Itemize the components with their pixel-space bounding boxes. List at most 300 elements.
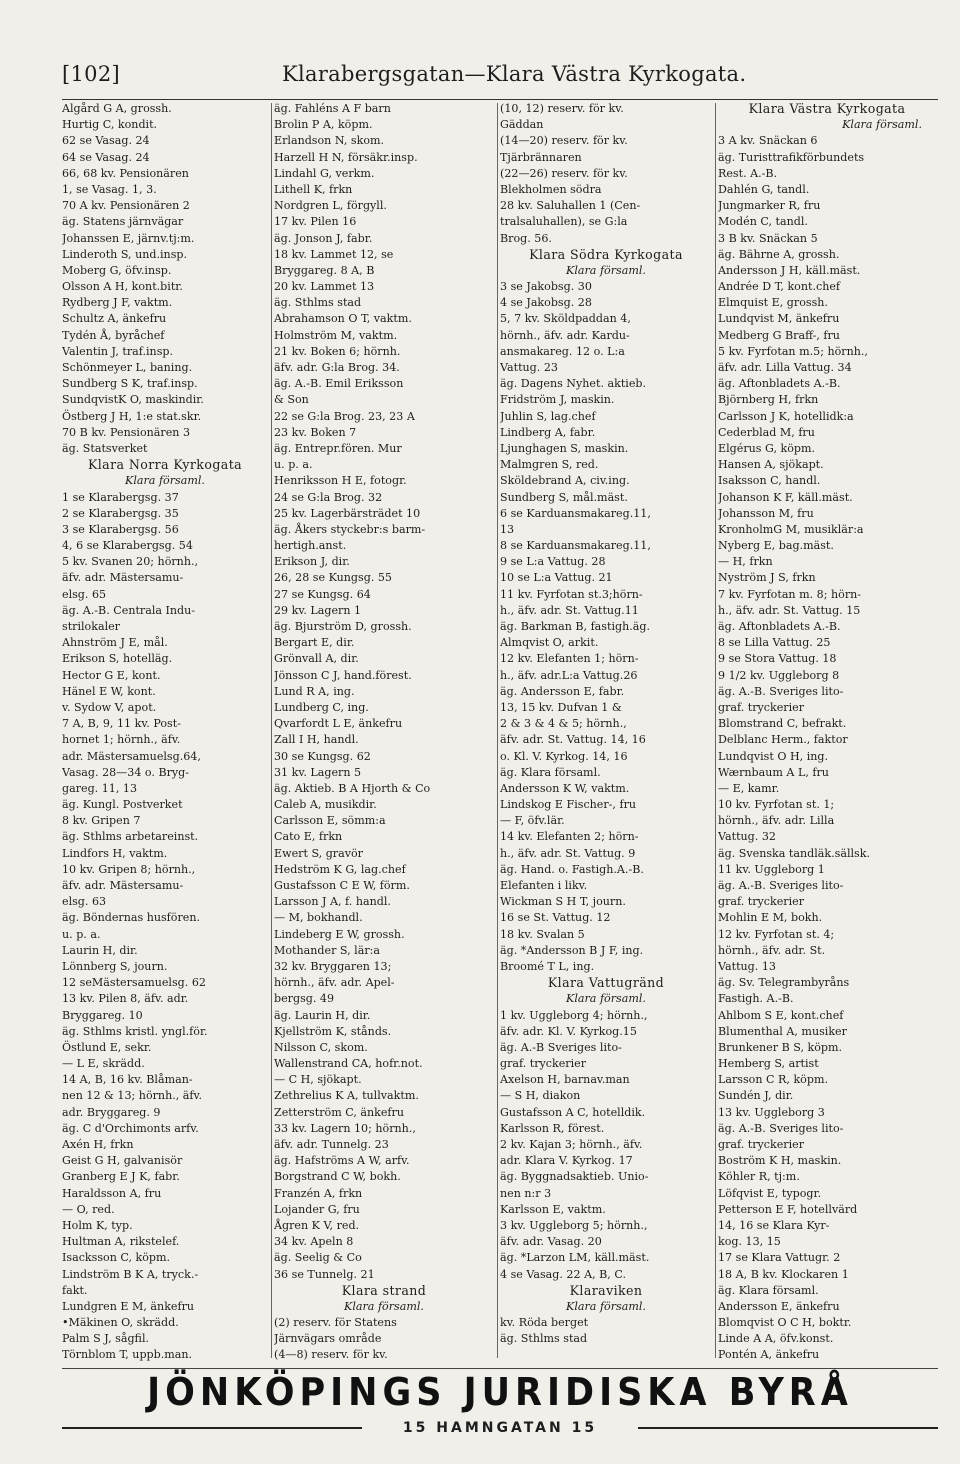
directory-entry: Larsson J A, f. handl. xyxy=(274,895,391,909)
directory-entry: äfv. adr. G:la Brog. 34. xyxy=(274,361,400,374)
directory-entry: v. Sydow V, apot. xyxy=(62,700,157,714)
directory-entry: — H, frkn xyxy=(718,555,773,569)
directory-entry: 1 se Klarabergsg. 37 xyxy=(62,490,179,504)
directory-entry: Lönnberg S, journ. xyxy=(62,959,168,973)
directory-entry: Abrahamson O T, vaktm. xyxy=(274,312,412,326)
directory-entry: Vattug. 32 xyxy=(718,830,776,844)
header-rule xyxy=(62,99,938,100)
directory-entry: Lindskog E Fischer-, fru xyxy=(500,798,637,812)
directory-entry: Wallenstrand CA, hofr.not. xyxy=(274,1057,423,1071)
directory-entry: Hansen A, sjökapt. xyxy=(718,458,824,472)
directory-entry: äfv. adr. Mästersamu- xyxy=(62,879,184,892)
directory-entry: Björnberg H, frkn xyxy=(718,393,819,407)
directory-entry: äg. Åkers styckebr:s barm- xyxy=(274,522,426,536)
directory-entry: h., äfv. adr. St. Vattug.11 xyxy=(500,603,639,617)
directory-entry: Sköldebrand A, civ.ing. xyxy=(500,474,630,488)
directory-entry: adr. Bryggareg. 9 xyxy=(62,1105,161,1119)
directory-entry: Jungmarker R, fru xyxy=(718,199,821,213)
directory-entry: 33 kv. Lagern 10; hörnh., xyxy=(274,1121,416,1135)
directory-entry: graf. tryckerier xyxy=(718,895,805,909)
directory-entry: 13 kv. Uggleborg 3 xyxy=(718,1105,825,1119)
directory-entry: äg. Sv. Telegrambyråns xyxy=(718,976,850,990)
column-3 xyxy=(500,101,712,1366)
directory-entry: Dahlén G, tandl. xyxy=(718,182,810,196)
directory-entry: KronholmG M, musiklär:a xyxy=(718,522,864,536)
directory-entry: Bryggareg. 10 xyxy=(62,1008,143,1022)
directory-entry: 70 A kv. Pensionären 2 xyxy=(62,199,190,213)
directory-entry: Holm K, typ. xyxy=(62,1218,133,1232)
directory-entry: Rest. A.-B. xyxy=(718,166,778,180)
directory-entry: Gäddan xyxy=(500,118,544,132)
directory-entry: Karlsson E, vaktm. xyxy=(500,1202,606,1216)
directory-entry: Vattug. 13 xyxy=(718,959,776,973)
directory-entry: Jönsson C J, hand.förest. xyxy=(274,668,412,682)
directory-entry: tralsaluhallen), se G:la xyxy=(500,215,628,229)
directory-entry: adr. Klara V. Kyrkog. 17 xyxy=(500,1154,633,1168)
directory-entry: Köhler R, tj:m. xyxy=(718,1170,800,1184)
directory-entry: graf. tryckerier xyxy=(718,700,805,714)
directory-entry: Mohlin E M, bokh. xyxy=(718,911,823,925)
directory-entry: Medberg G Braff-, fru xyxy=(718,328,840,342)
directory-entry: äg. A.-B. Sveriges lito- xyxy=(718,879,844,892)
directory-entry: Caleb A, musikdir. xyxy=(274,798,377,812)
advertisement-address: 15 HAMNGATAN 15 xyxy=(402,1420,598,1436)
directory-entry: hörnh., äfv. adr. Kardu- xyxy=(500,328,630,342)
directory-entry: Nyberg E, bag.mäst. xyxy=(718,539,834,553)
directory-entry: Erikson J, dir. xyxy=(274,555,350,569)
directory-entry: 27 se Kungsg. 64 xyxy=(274,587,371,601)
directory-entry: 28 kv. Saluhallen 1 (Cen- xyxy=(500,199,641,213)
directory-entry: Blumenthal A, musiker xyxy=(718,1024,847,1038)
directory-entry: Fridström J, maskin. xyxy=(500,393,615,407)
directory-entry: äg. Sthlms arbetareinst. xyxy=(62,830,199,844)
directory-entry: elsg. 63 xyxy=(62,895,107,909)
directory-entry: Petterson E F, hotellvärd xyxy=(718,1202,858,1216)
directory-entry: Gustafsson C E W, förm. xyxy=(274,879,410,892)
parish-label: Klara församl. xyxy=(842,118,922,132)
directory-entry: äg. Barkman B, fastigh.äg. xyxy=(500,620,651,633)
directory-entry: äg. Bjurström D, grossh. xyxy=(274,620,412,633)
directory-entry: 14 kv. Elefanten 2; hörn- xyxy=(500,830,639,844)
directory-entry: 3 B kv. Snäckan 5 xyxy=(718,231,818,245)
directory-entry: Palm S J, sågfil. xyxy=(62,1332,150,1346)
directory-entry: Laurin H, dir. xyxy=(62,943,138,957)
directory-entry: äfv. adr. Kl. V. Kyrkog.15 xyxy=(500,1024,637,1038)
directory-entry: Valentin J, traf.insp. xyxy=(62,344,174,358)
directory-entry: Johanson K F, käll.mäst. xyxy=(718,490,853,504)
directory-entry: äg. Sthlms stad xyxy=(500,1332,588,1346)
directory-entry: äg. Bährne A, grossh. xyxy=(718,247,840,261)
directory-entry: äfv. adr. Vasag. 20 xyxy=(500,1235,602,1249)
directory-entry: 9 1/2 kv. Uggleborg 8 xyxy=(718,668,840,682)
directory-entry: hertigh.anst. xyxy=(274,539,347,553)
directory-entry: Bryggareg. 8 A, B xyxy=(274,263,375,277)
directory-entry: Broomé T L, ing. xyxy=(500,959,595,973)
directory-entry: h., äfv. adr. St. Vattug. 15 xyxy=(718,603,861,617)
advertisement-address-bar xyxy=(62,1419,938,1437)
directory-entry: 12 kv. Fyrfotan st. 4; xyxy=(718,927,835,941)
directory-entry: Elgérus G, köpm. xyxy=(718,441,816,455)
directory-entry: 3 se Jakobsg. 30 xyxy=(500,280,592,294)
directory-entry: 13 kv. Pilen 8, äfv. adr. xyxy=(62,992,189,1006)
directory-entry: 30 se Kungsg. 62 xyxy=(274,749,371,763)
directory-entry xyxy=(274,1364,494,1366)
directory-entry: äg. Dagens Nyhet. aktieb. xyxy=(500,377,647,391)
directory-entry: kv. Röda berget xyxy=(500,1316,589,1330)
directory-entry: Bergart E, dir. xyxy=(274,636,355,650)
directory-entry: äg. *Andersson B J F, ing. xyxy=(500,943,644,957)
directory-entry: 9 se L:a Vattug. 28 xyxy=(500,555,606,569)
directory-entry: Almqvist O, arkit. xyxy=(500,636,599,650)
directory-entry: äg. Sthlms stad xyxy=(274,296,362,310)
directory-entry: Andersson E, änkefru xyxy=(718,1299,840,1313)
directory-entry: Linderoth S, und.insp. xyxy=(62,247,188,261)
directory-entry: — S H, diakon xyxy=(500,1089,581,1103)
directory-entry: äg. A.-B Sveriges lito- xyxy=(500,1040,622,1054)
directory-entry: Franzén A, frkn xyxy=(274,1186,363,1200)
directory-entry: Brunkener B S, köpm. xyxy=(718,1040,843,1054)
directory-entry: äfv. adr. Tunnelg. 23 xyxy=(274,1138,389,1151)
directory-entry: — C H, sjökapt. xyxy=(274,1073,362,1087)
directory-entry: adr. Mästersamuelsg.64, xyxy=(62,749,201,763)
parish-label: Klara församl. xyxy=(566,992,646,1006)
directory-entry: äg. Jonson J, fabr. xyxy=(274,231,373,245)
directory-entry: (2) reserv. för Statens xyxy=(274,1316,397,1330)
directory-entry: Zetterström C, änkefru xyxy=(274,1105,404,1119)
directory-entry: Blomqvist O C H, boktr. xyxy=(718,1316,852,1330)
directory-entry: Sundberg S, mål.mäst. xyxy=(500,490,628,504)
directory-entry: Hemberg S, artist xyxy=(718,1057,819,1071)
directory-entry: 3 se Klarabergsg. 56 xyxy=(62,522,179,536)
directory-entry: Delblanc Herm., faktor xyxy=(718,733,848,747)
directory-entry: Geist G H, galvanisör xyxy=(62,1154,183,1168)
directory-entry: — M, bokhandl. xyxy=(274,911,363,925)
directory-entry: hörnh., äfv. adr. Lilla xyxy=(718,814,835,828)
directory-entry: 25 kv. Lagerbärsträdet 10 xyxy=(274,506,421,520)
directory-entry: strilokaler xyxy=(62,620,120,633)
directory-entry: äg. Turisttrafikförbundets xyxy=(718,150,865,164)
directory-entry: bergsg. 49 xyxy=(274,992,335,1006)
directory-entry: 12 kv. Elefanten 1; hörn- xyxy=(500,652,639,666)
directory-entry: Haraldsson A, fru xyxy=(62,1186,162,1200)
directory-entry: 66, 68 kv. Pensionären xyxy=(62,166,189,180)
directory-entry: Cato E, frkn xyxy=(274,830,343,844)
column-2 xyxy=(274,101,494,1366)
directory-entry: Hultman A, rikstelef. xyxy=(62,1235,180,1249)
directory-entry: äg. Aftonbladets A.-B. xyxy=(718,377,841,391)
advertisement-title: JÖNKÖPINGS JURIDISKA BYRÅ xyxy=(147,1371,853,1415)
directory-entry: Nyström J S, frkn xyxy=(718,571,816,585)
directory-entry: kog. 13, 15 xyxy=(718,1235,781,1249)
directory-entry: 6 se Karduansmakareg.11, xyxy=(500,506,651,520)
page-title: Klarabergsgatan—Klara Västra Kyrkogata. xyxy=(282,62,747,86)
directory-entry: 3 kv. Uggleborg 5; hörnh., xyxy=(500,1218,648,1232)
directory-entry: 36 se Tunnelg. 21 xyxy=(274,1267,375,1281)
directory-entry: 4, 6 se Klarabergsg. 54 xyxy=(62,539,193,553)
directory-entry: äg. A.-B. Sveriges lito- xyxy=(718,684,844,698)
directory-entry: äg. Andersson E, fabr. xyxy=(500,684,625,698)
directory-entry: 10 se L:a Vattug. 21 xyxy=(500,571,613,585)
directory-entry: Östlund E, sekr. xyxy=(62,1040,152,1054)
directory-entry: Wærnbaum A L, fru xyxy=(718,765,829,779)
address-line-right xyxy=(638,1427,938,1429)
directory-entry: 1 kv. Uggleborg 4; hörnh., xyxy=(500,1008,648,1022)
directory-entry: 5 kv. Fyrfotan m.5; hörnh., xyxy=(718,344,868,358)
column-divider xyxy=(715,103,716,1358)
column-divider xyxy=(497,103,498,1358)
directory-entry: nen 12 & 13; hörnh., äfv. xyxy=(62,1089,202,1103)
directory-entry: 18 A, B kv. Klockaren 1 xyxy=(718,1267,849,1281)
directory-entry: 14 A, B, 16 kv. Blåman- xyxy=(62,1073,193,1087)
directory-entry: (22—26) reserv. för kv. xyxy=(500,166,628,180)
directory-entry: — F, öfv.lär. xyxy=(500,814,565,828)
directory-entry: Isaksson C, handl. xyxy=(718,474,821,488)
directory-entry: fakt. xyxy=(62,1283,88,1297)
directory-entry: 18 kv. Lammet 12, se xyxy=(274,247,394,261)
directory-entry: äg. Seelig & Co xyxy=(274,1251,362,1265)
directory-entry: Mothander S, lär:a xyxy=(274,943,380,957)
street-heading: Klaraviken xyxy=(569,1282,643,1298)
directory-entry: Vattug. 23 xyxy=(500,361,558,374)
directory-entry: Lindström B K A, tryck.- xyxy=(62,1267,199,1281)
street-heading: Klara Norra Kyrkogata xyxy=(87,457,243,473)
directory-entry: Carlsson J K, hotellidk:a xyxy=(718,409,854,423)
directory-entry: gareg. 11, 13 xyxy=(62,781,138,795)
directory-entry: graf. tryckerier xyxy=(718,1138,805,1151)
directory-entry: 70 B kv. Pensionären 3 xyxy=(62,425,190,439)
directory-entry: Ahnström J E, mål. xyxy=(62,636,168,650)
directory-entry: 5, 7 kv. Sköldpaddan 4, xyxy=(500,312,631,326)
directory-entry: äg. Statsverket xyxy=(62,441,148,455)
directory-entry: Ljunghagen S, maskin. xyxy=(500,441,629,455)
directory-entry: äg. Böndernas husfören. xyxy=(62,911,201,925)
directory-entry: o. Kl. V. Kyrkog. 14, 16 xyxy=(500,749,628,763)
directory-entry: Isacksson C, köpm. xyxy=(62,1251,171,1265)
directory-entry: Karlsson R, förest. xyxy=(500,1121,605,1135)
directory-entry: äg. Hand. o. Fastigh.A.-B. xyxy=(500,862,644,876)
directory-entry: Andersson K W, vaktm. xyxy=(500,781,630,795)
directory-entry: Blomstrand C, befrakt. xyxy=(718,717,847,731)
directory-entry: 4 se Vasag. 22 A, B, C. xyxy=(500,1267,626,1281)
directory-entry: 13 xyxy=(500,522,515,536)
directory-entry: 18 kv. Svalan 5 xyxy=(500,927,585,941)
directory-entry: Vasag. 28—34 o. Bryg- xyxy=(62,765,190,779)
directory-entry: Lindahl G, verkm. xyxy=(274,166,375,180)
directory-entry: 21 kv. Boken 6; hörnh. xyxy=(274,344,401,358)
directory-entry: 10 kv. Fyrfotan st. 1; xyxy=(718,798,835,812)
directory-entry: Tydén Å, byråchef xyxy=(62,328,165,342)
directory-entry: Hedström K G, lag.chef xyxy=(274,862,406,876)
parish-label: Klara församl. xyxy=(566,1299,646,1313)
directory-entry: äg. Kungl. Postverket xyxy=(62,798,183,812)
directory-entry: Lundgren E M, änkefru xyxy=(62,1299,195,1313)
directory-entry: 23 kv. Boken 7 xyxy=(274,425,357,439)
page-number: [102] xyxy=(62,62,120,86)
directory-entry: äg. Aftonbladets A.-B. xyxy=(718,620,841,633)
street-heading: Klara Västra Kyrkogata xyxy=(748,101,906,116)
directory-entry: h., äfv. adr. St. Vattug. 9 xyxy=(500,846,636,860)
page-header xyxy=(62,62,938,96)
directory-entry: Lundqvist O H, ing. xyxy=(718,749,829,763)
directory-entry: Erlandson N, skom. xyxy=(274,134,385,148)
street-heading: Klara Vattugränd xyxy=(547,975,665,991)
directory-entry: 17 kv. Pilen 16 xyxy=(274,215,357,229)
directory-entry: Schultz A, änkefru xyxy=(62,312,167,326)
directory-entry: 1, se Vasag. 1, 3. xyxy=(62,182,157,196)
directory-entry: hörnh., äfv. adr. St. xyxy=(718,943,826,957)
directory-entry: — E, kamr. xyxy=(718,781,780,795)
directory-entry: 2 & 3 & 4 & 5; hörnh., xyxy=(500,717,627,731)
directory-entry: Elmquist E, grossh. xyxy=(718,296,828,310)
directory-entry: Lundberg C, ing. xyxy=(274,700,369,714)
directory-entry: graf. tryckerier xyxy=(500,1057,587,1071)
directory-entry: 9 se Stora Vattug. 18 xyxy=(718,652,837,666)
directory-entry: 5 kv. Svanen 20; hörnh., xyxy=(62,555,199,569)
directory-entry: Östberg J H, 1:e stat.skr. xyxy=(62,409,202,423)
directory-entry: Modén C, tandl. xyxy=(718,215,808,229)
directory-entry: Ahlbom S E, kont.chef xyxy=(718,1008,844,1022)
directory-entry: 31 kv. Lagern 5 xyxy=(274,765,362,779)
directory-entry: (10, 12) reserv. för kv. xyxy=(500,102,624,115)
directory-entry: äg. Byggnadsaktieb. Unio- xyxy=(500,1170,649,1184)
directory-entry: Nordgren L, förgyll. xyxy=(274,199,387,213)
directory-entry: — L E, skrädd. xyxy=(62,1057,145,1071)
directory-entry: hornet 1; hörnh., äfv. xyxy=(62,733,181,747)
directory-entry: Brolin P A, köpm. xyxy=(274,118,373,132)
directory-entry: Borgstrand C W, bokh. xyxy=(274,1170,401,1184)
directory-entry: Hector G E, kont. xyxy=(62,668,161,682)
directory-entry: Lindfors H, vaktm. xyxy=(62,846,168,860)
directory-entry: Johanssen E, järnv.tj:m. xyxy=(62,231,195,245)
directory-entry: hörnh., äfv. adr. Apel- xyxy=(274,976,395,990)
directory-entry: 11 kv. Uggleborg 1 xyxy=(718,862,825,876)
directory-entry: Grönvall A, dir. xyxy=(274,652,359,666)
directory-entry: 22 se G:la Brog. 23, 23 A xyxy=(274,409,415,423)
directory-entry: Sundberg S K, traf.insp. xyxy=(62,377,198,391)
directory-entry: Lund R A, ing. xyxy=(274,684,355,698)
directory-entry: Axelson H, barnav.man xyxy=(500,1073,630,1087)
directory-entry: Malmgren S, red. xyxy=(500,458,599,472)
directory-entry: Blekholmen södra xyxy=(500,182,602,196)
directory-entry: Olsson A H, kont.bitr. xyxy=(62,280,183,294)
directory-entry: Johansson M, fru xyxy=(718,506,814,520)
directory-entry: Ewert S, gravör xyxy=(274,846,363,860)
directory-entry: Wickman S H T, journ. xyxy=(500,895,626,909)
directory-entry: 12 seMästersamuelsg. 62 xyxy=(62,976,206,990)
directory-entry: äg. A.-B. Sveriges lito- xyxy=(718,1121,844,1135)
directory-entry: 8 kv. Gripen 7 xyxy=(62,814,141,828)
parish-label: Klara församl. xyxy=(344,1299,424,1313)
directory-entry: Pontén A, änkefru xyxy=(718,1348,820,1362)
directory-entry: 10 kv. Gripen 8; hörnh., xyxy=(62,862,196,876)
directory-entry: Schönmeyer L, baning. xyxy=(62,361,193,374)
directory-entry: 20 kv. Lammet 13 xyxy=(274,280,375,294)
directory-entry: äg. Entrepr.fören. Mur xyxy=(274,441,402,455)
directory-entry: Sundén J, dir. xyxy=(718,1089,794,1103)
directory-entry: 17 se Klara Vattugr. 2 xyxy=(718,1251,841,1265)
directory-entry: Carlsson E, sömm:a xyxy=(274,814,386,828)
directory-entry: 11 kv. Fyrfotan st.3;hörn- xyxy=(500,587,643,601)
directory-entry: Hänel E W, kont. xyxy=(62,684,156,698)
directory-entry: Ågren K V, red. xyxy=(274,1218,360,1232)
directory-entry: Kjellström K, stånds. xyxy=(274,1024,392,1038)
directory-entry: äg. Laurin H, dir. xyxy=(274,1008,371,1022)
directory-entry: äg. Hafströms A W, arfv. xyxy=(274,1154,410,1168)
directory-entry: Tjärbrännaren xyxy=(500,150,582,164)
directory-entry: 16 se St. Vattug. 12 xyxy=(500,911,611,925)
directory-entry: •Mäkinen O, skrädd. xyxy=(62,1316,179,1330)
directory-entry: Törnblom T, uppb.man. xyxy=(62,1348,193,1362)
directory-entry: ansmakareg. 12 o. L:a xyxy=(500,344,625,358)
column-4 xyxy=(718,101,936,1366)
directory-entry: äg. *Larzon LM, käll.mäst. xyxy=(500,1251,650,1265)
directory-entry: 64 se Vasag. 24 xyxy=(62,150,150,164)
directory-entry: 29 kv. Lagern 1 xyxy=(274,603,362,617)
directory-entry: Qvarfordt L E, änkefru xyxy=(274,717,403,731)
directory-entry xyxy=(62,1364,268,1366)
directory-entry: h., äfv. adr.L:a Vattug.26 xyxy=(500,668,638,682)
directory-entry: äg. Klara församl. xyxy=(718,1283,819,1297)
directory-entry: Järnvägars område xyxy=(274,1332,382,1346)
directory-entry: nen n:r 3 xyxy=(500,1186,552,1200)
directory-entry: äg. Fahléns A F barn xyxy=(274,102,391,115)
column-divider xyxy=(271,103,272,1358)
directory-entry: Boström K H, maskin. xyxy=(718,1154,842,1168)
directory-entry: 24 se G:la Brog. 32 xyxy=(274,490,383,504)
street-heading: Klara strand xyxy=(341,1282,427,1298)
directory-entry: Lojander G, fru xyxy=(274,1202,360,1216)
directory-entry: Lindberg A, fabr. xyxy=(500,425,596,439)
directory-entry: äg. A.-B. Centrala Indu- xyxy=(62,603,196,617)
directory-entry: 7 kv. Fyrfotan m. 8; hörn- xyxy=(718,587,862,601)
directory-entry: 2 kv. Kajan 3; hörnh., äfv. xyxy=(500,1138,643,1151)
directory-entry: äg. A.-B. Emil Eriksson xyxy=(274,377,404,391)
directory-entry: Rydberg J F, vaktm. xyxy=(62,296,173,310)
directory-entry: SundqvistK O, maskindir. xyxy=(62,393,204,407)
directory-entry: Zethrelius K A, tullvaktm. xyxy=(274,1089,419,1103)
directory-entry: 8 se Lilla Vattug. 25 xyxy=(718,636,831,650)
parish-label: Klara församl. xyxy=(566,263,646,277)
directory-entry: Fastigh. A.-B. xyxy=(718,992,794,1006)
directory-entry: 4 se Jakobsg. 28 xyxy=(500,296,592,310)
directory-entry: Nilsson C, skom. xyxy=(274,1040,368,1054)
directory-entry: äg. Aktieb. B A Hjorth & Co xyxy=(274,781,431,795)
directory-entry: (4—8) reserv. för kv. xyxy=(274,1348,388,1362)
directory-entry: (14—20) reserv. för kv. xyxy=(500,134,628,148)
directory-entry: Hurtig C, kondit. xyxy=(62,118,158,132)
directory-entry: äg. Sthlms kristl. yngl.för. xyxy=(62,1024,208,1038)
directory-entry: 7 A, B, 9, 11 kv. Post- xyxy=(62,717,181,731)
directory-entry: Juhlin S, lag.chef xyxy=(500,409,596,423)
directory-entry: Elefanten i likv. xyxy=(500,879,588,892)
directory-entry: Brog. 56. xyxy=(500,231,552,245)
directory-entry: äg. Klara församl. xyxy=(500,765,601,779)
directory-entry: 14, 16 se Klara Kyr- xyxy=(718,1218,830,1232)
directory-entry: 3 A kv. Snäckan 6 xyxy=(718,134,818,148)
directory-entry: elsg. 65 xyxy=(62,587,107,601)
directory-entry: — O, red. xyxy=(62,1202,115,1216)
parish-label: Klara församl. xyxy=(125,474,205,488)
directory-entry: Linde A A, öfv.konst. xyxy=(718,1332,834,1346)
directory-entry: Holmström M, vaktm. xyxy=(274,328,398,342)
directory-entry: Lundqvist M, änkefru xyxy=(718,312,840,326)
directory-entry: Henriksson H E, fotogr. xyxy=(274,474,407,488)
directory-entry: 2 se Klarabergsg. 35 xyxy=(62,506,179,520)
directory-entry: Lindeberg E W, grossh. xyxy=(274,927,405,941)
directory-entry: Algård G A, grossh. xyxy=(62,102,172,115)
directory-entry: Lithell K, frkn xyxy=(274,182,353,196)
directory-entry: Zall I H, handl. xyxy=(274,733,359,747)
